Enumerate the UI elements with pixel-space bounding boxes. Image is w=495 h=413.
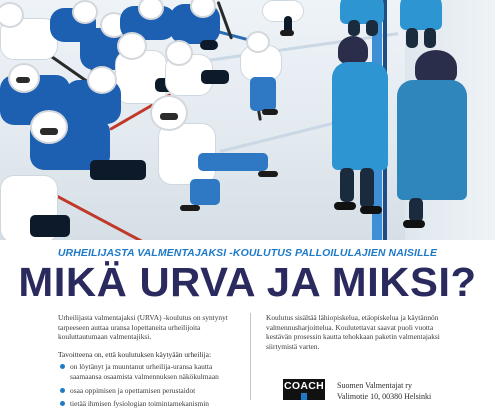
goal-heading: Tavoitteena on, että koulutuksen käytyään urheilija: [58, 349, 211, 359]
list-item: osaa oppimisen ja opettamisen perustaidot [70, 386, 240, 396]
subtitle: URHEILIJASTA VALMENTAJAKSI -KOULUTUS PALLOILULAJIEN NAISILLE [57, 247, 438, 259]
course-description: Koulutus sisältää lähiopiskelua, etäopiskelua ja käytännön valmennusharjoittelua. Koulutettavat saavat puoli vuotta kestävän prosessin kautta tehokkaan paketin valmentajaksi siirtymistä varten. [266, 313, 440, 351]
page-title: MIKÄ URVA JA MIKSI? [18, 259, 477, 305]
organization-name: Suomen Valmentajat ry [337, 381, 412, 390]
coach-logo [283, 379, 325, 400]
logo-flag-mark [301, 393, 307, 400]
left-column [58, 313, 240, 413]
intro-paragraph: Urheilijasta valmentajaksi (URVA) -koulutus on syntynyt tarpeeseen auttaa uransa lopettaneita urheilijoita kouluttautumaan valmentajiksi. [58, 313, 228, 342]
column-divider [250, 313, 251, 400]
organization-address: Valimotie 10, 00380 Helsinki [337, 392, 432, 401]
goal-list [58, 362, 240, 408]
organization-info [337, 380, 487, 402]
list-item: on löytänyt ja muuntanut urheilija-uransa kautta saamaansa osaamista valmennuksen näkökulmaan [70, 362, 240, 381]
list-item: tietää ihmisen fysiologian toimintamekanismin [70, 399, 240, 409]
logo-text: COACH [284, 380, 324, 392]
right-column [266, 313, 456, 351]
